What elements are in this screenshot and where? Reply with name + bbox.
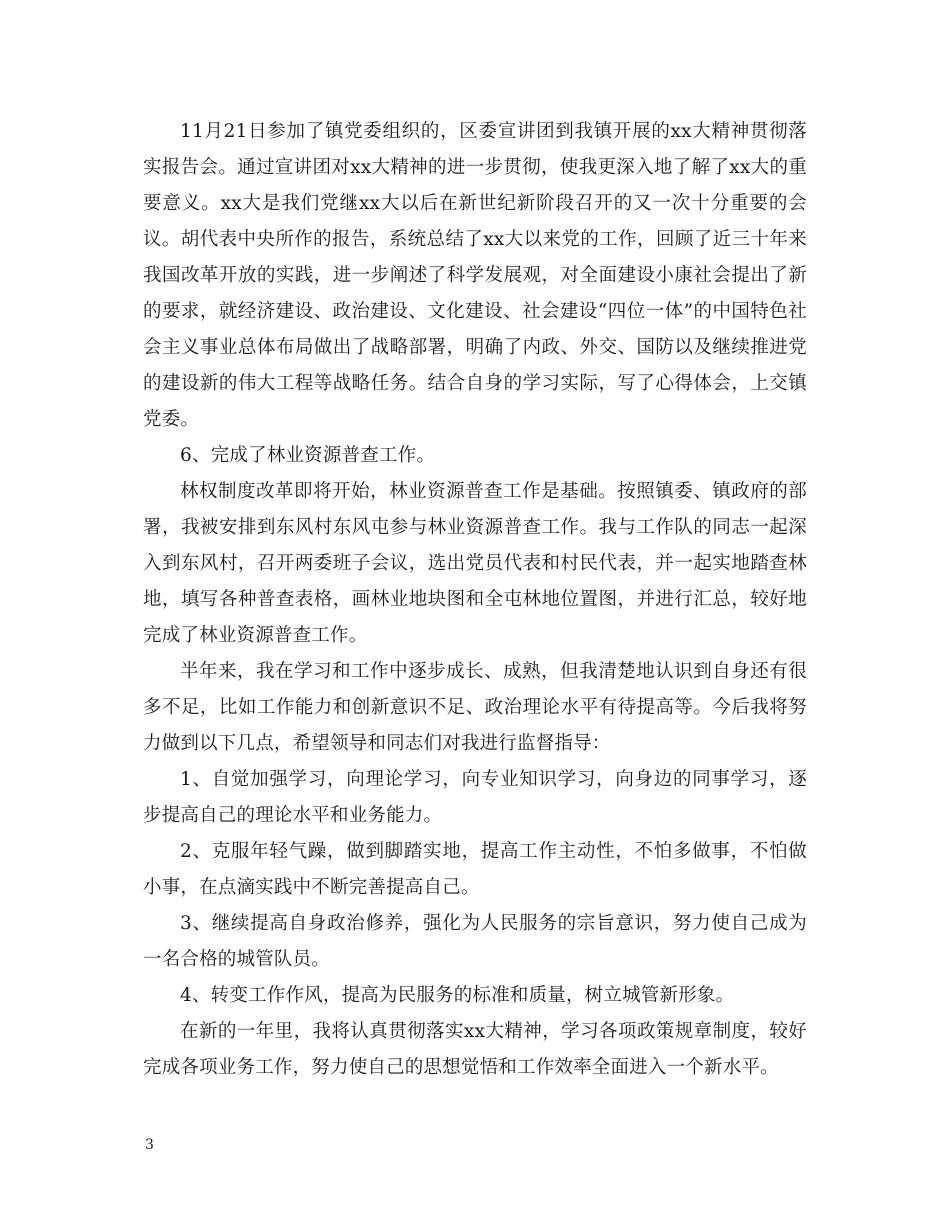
paragraph-half-year-summary: 半年来，我在学习和工作中逐步成长、成熟，但我清楚地认识到自身还有很多不足，比如工作能力和创新意识不足、政治理论水平有待提高等。今后我将努力做到以下几点，希望领导和同志们对我进行监督指导：	[143, 661, 807, 754]
paragraph-report-meeting: 11月21日参加了镇党委组织的，区委宣讲团到我镇开展的xx大精神贯彻落实报告会。通过宣讲团对xx大精神的进一步贯彻，使我更深入地了解了xx大的重要意义。xx大是我们党继xx大以后在新世纪新阶段召开的又一次十分重要的会议。胡代表中央所作的报告，系统总结了xx大以来党的工作，回顾了近三十年来我国改革开放的实践，进一步阐述了科学发展观，对全面建设小康社会提出了新的要求，就经济建设、政治建设、文化建设、社会建设“四位一体”的中国特色社会主义事业总体布局做出了战略部署，明确了内政、外交、国防以及继续推进党的建设新的伟大工程等战略任务。结合自身的学习实际，写了心得体会，上交镇党委。	[143, 121, 807, 430]
paragraph-point-1: 1、自觉加强学习，向理论学习，向专业知识学习，向身边的同事学习，逐步提高自己的理论水平和业务能力。	[143, 769, 807, 826]
paragraph-forest-survey-heading: 6、完成了林业资源普查工作。	[180, 445, 436, 466]
paragraph-forest-survey: 林权制度改革即将开始，林业资源普查工作是基础。按照镇委、镇政府的部署，我被安排到东风村东风屯参与林业资源普查工作。我与工作队的同志一起深入到东风村，召开两委班子会议，选出党员代表和村民代表，并一起实地踏查林地，填写各种普查表格，画林业地块图和全屯林地位置图，并进行汇总，较好地完成了林业资源普查工作。	[143, 481, 807, 646]
document-body	[143, 114, 807, 1086]
paragraph-point-3: 3、继续提高自身政治修养，强化为人民服务的宗旨意识，努力使自己成为一名合格的城管队员。	[143, 913, 807, 970]
paragraph-point-2: 2、克服年轻气躁，做到脚踏实地，提高工作主动性，不怕多做事，不怕做小事，在点滴实践中不断完善提高自己。	[143, 841, 807, 898]
paragraph-point-4: 4、转变工作作风，提高为民服务的标准和质量，树立城管新形象。	[180, 985, 735, 1006]
paragraph-new-year-plan: 在新的一年里，我将认真贯彻落实xx大精神，学习各项政策规章制度，较好完成各项业务工作，努力使自己的思想觉悟和工作效率全面进入一个新水平。	[143, 1021, 807, 1078]
page-number: 3	[145, 1137, 154, 1153]
